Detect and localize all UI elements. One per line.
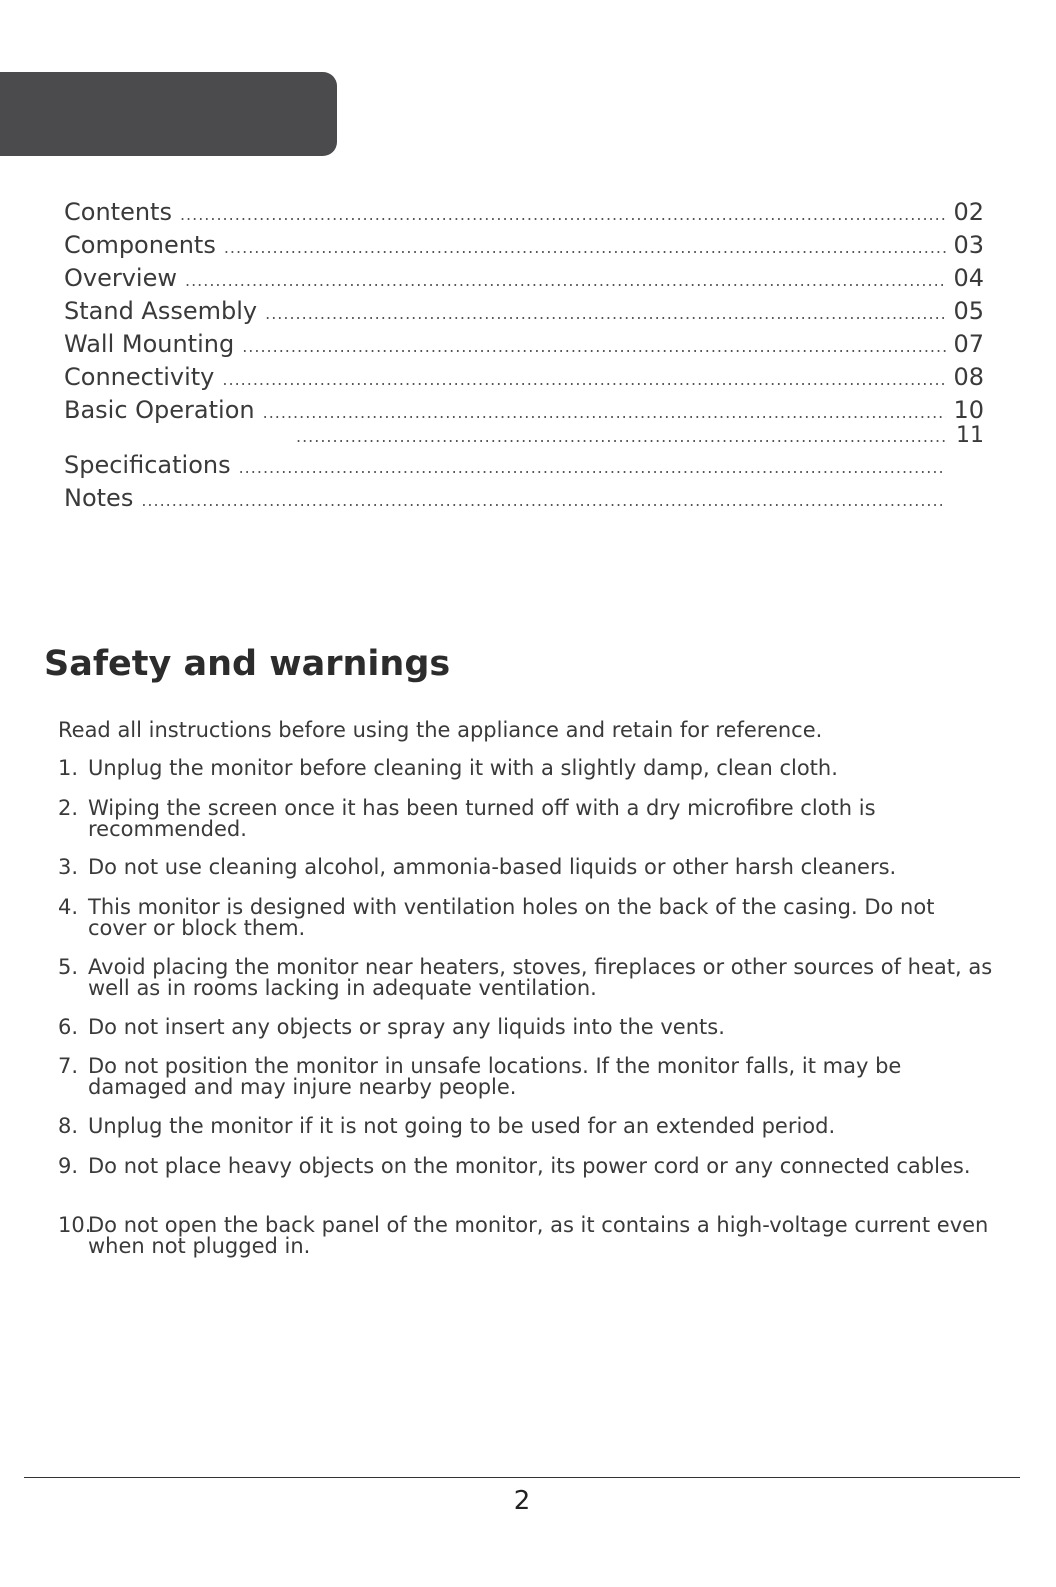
- item-text: Do not position the monitor in unsafe locations. If the monitor falls, it may be damaged and may injure nearby people.: [88, 1054, 902, 1099]
- toc-label: Contents: [64, 198, 172, 226]
- toc-row-stand-assembly[interactable]: [64, 295, 984, 328]
- toc-row-components[interactable]: [64, 229, 984, 262]
- item-number: 10.: [58, 1213, 92, 1237]
- item-text: This monitor is designed with ventilation holes on the back of the casing. Do not cover or block them.: [88, 895, 935, 940]
- header-tab: [0, 72, 337, 156]
- toc-row-orphan[interactable]: [64, 423, 984, 449]
- toc-label: Basic Operation: [64, 396, 255, 424]
- list-item: [58, 1215, 998, 1265]
- toc-label: Components: [64, 231, 216, 259]
- table-of-contents: [64, 196, 984, 515]
- item-number: 4.: [58, 895, 79, 919]
- toc-row-notes[interactable]: [64, 482, 984, 515]
- toc-label: Stand Assembly: [64, 297, 258, 325]
- toc-page-number: 05: [953, 297, 984, 325]
- toc-leader-dots: [222, 363, 946, 396]
- item-text: Avoid placing the monitor near heaters, stoves, fireplaces or other sources of heat, as well as in rooms lacking in adequate ventilation.: [88, 955, 993, 1000]
- toc-page-number: 08: [953, 363, 984, 391]
- intro-text: Read all instructions before using the appliance and retain for reference.: [58, 718, 823, 742]
- list-item: [58, 798, 998, 857]
- toc-page-number: 02: [953, 198, 984, 226]
- item-number: 1.: [58, 756, 79, 780]
- item-text: Do not use cleaning alcohol, ammonia-based liquids or other harsh cleaners.: [88, 855, 897, 879]
- toc-leader-dots: [239, 451, 946, 484]
- toc-row-contents[interactable]: [64, 196, 984, 229]
- item-number: 7.: [58, 1054, 79, 1078]
- list-item: [58, 1116, 998, 1156]
- item-text: Do not place heavy objects on the monitor, its power cord or any connected cables.: [88, 1154, 971, 1178]
- toc-leader-dots: [242, 330, 946, 363]
- section-title: Safety and warnings: [44, 644, 451, 684]
- list-item: [58, 1017, 998, 1056]
- footer-divider: [24, 1477, 1020, 1478]
- item-text: Unplug the monitor before cleaning it with a slightly damp, clean cloth.: [88, 756, 838, 780]
- list-item: [58, 857, 998, 897]
- list-item: [58, 758, 998, 798]
- item-number: 6.: [58, 1015, 79, 1039]
- toc-label: Notes: [64, 484, 134, 512]
- toc-row-connectivity[interactable]: [64, 361, 984, 394]
- item-text: Do not open the back panel of the monitor, as it contains a high-voltage current even when not plugged in.: [88, 1213, 989, 1258]
- item-number: 2.: [58, 796, 79, 820]
- toc-page-number: 04: [953, 264, 984, 292]
- toc-leader-dots: [185, 264, 946, 297]
- item-number: 5.: [58, 955, 79, 979]
- toc-leader-dots: [224, 231, 946, 264]
- item-text: Wiping the screen once it has been turned off with a dry microfibre cloth is recommended.: [88, 796, 876, 841]
- toc-row-overview[interactable]: [64, 262, 984, 295]
- item-number: 3.: [58, 855, 79, 879]
- item-text: Do not insert any objects or spray any liquids into the vents.: [88, 1015, 725, 1039]
- item-number: 9.: [58, 1154, 79, 1178]
- toc-label: Overview: [64, 264, 177, 292]
- toc-label: Wall Mounting: [64, 330, 235, 358]
- list-item: [58, 897, 998, 957]
- list-item: [58, 957, 998, 1017]
- item-text: Unplug the monitor if it is not going to be used for an extended period.: [88, 1114, 836, 1138]
- toc-row-specifications[interactable]: [64, 449, 984, 482]
- toc-page-number: 10: [953, 396, 984, 424]
- list-item: [58, 1056, 998, 1116]
- toc-leader-dots: [296, 424, 946, 450]
- toc-page-number: 03: [953, 231, 984, 259]
- page-number: 2: [513, 1486, 531, 1516]
- toc-page-number: 07: [953, 330, 984, 358]
- toc-leader-dots: [265, 297, 946, 330]
- toc-label: Specifications: [64, 451, 231, 479]
- toc-page-number: 11: [956, 423, 984, 448]
- warnings-list: [58, 758, 998, 1265]
- toc-leader-dots: [141, 484, 946, 517]
- toc-row-wall-mounting[interactable]: [64, 328, 984, 361]
- toc-leader-dots: [180, 198, 946, 231]
- toc-label: Connectivity: [64, 363, 215, 391]
- list-item: [58, 1156, 998, 1215]
- item-number: 8.: [58, 1114, 79, 1138]
